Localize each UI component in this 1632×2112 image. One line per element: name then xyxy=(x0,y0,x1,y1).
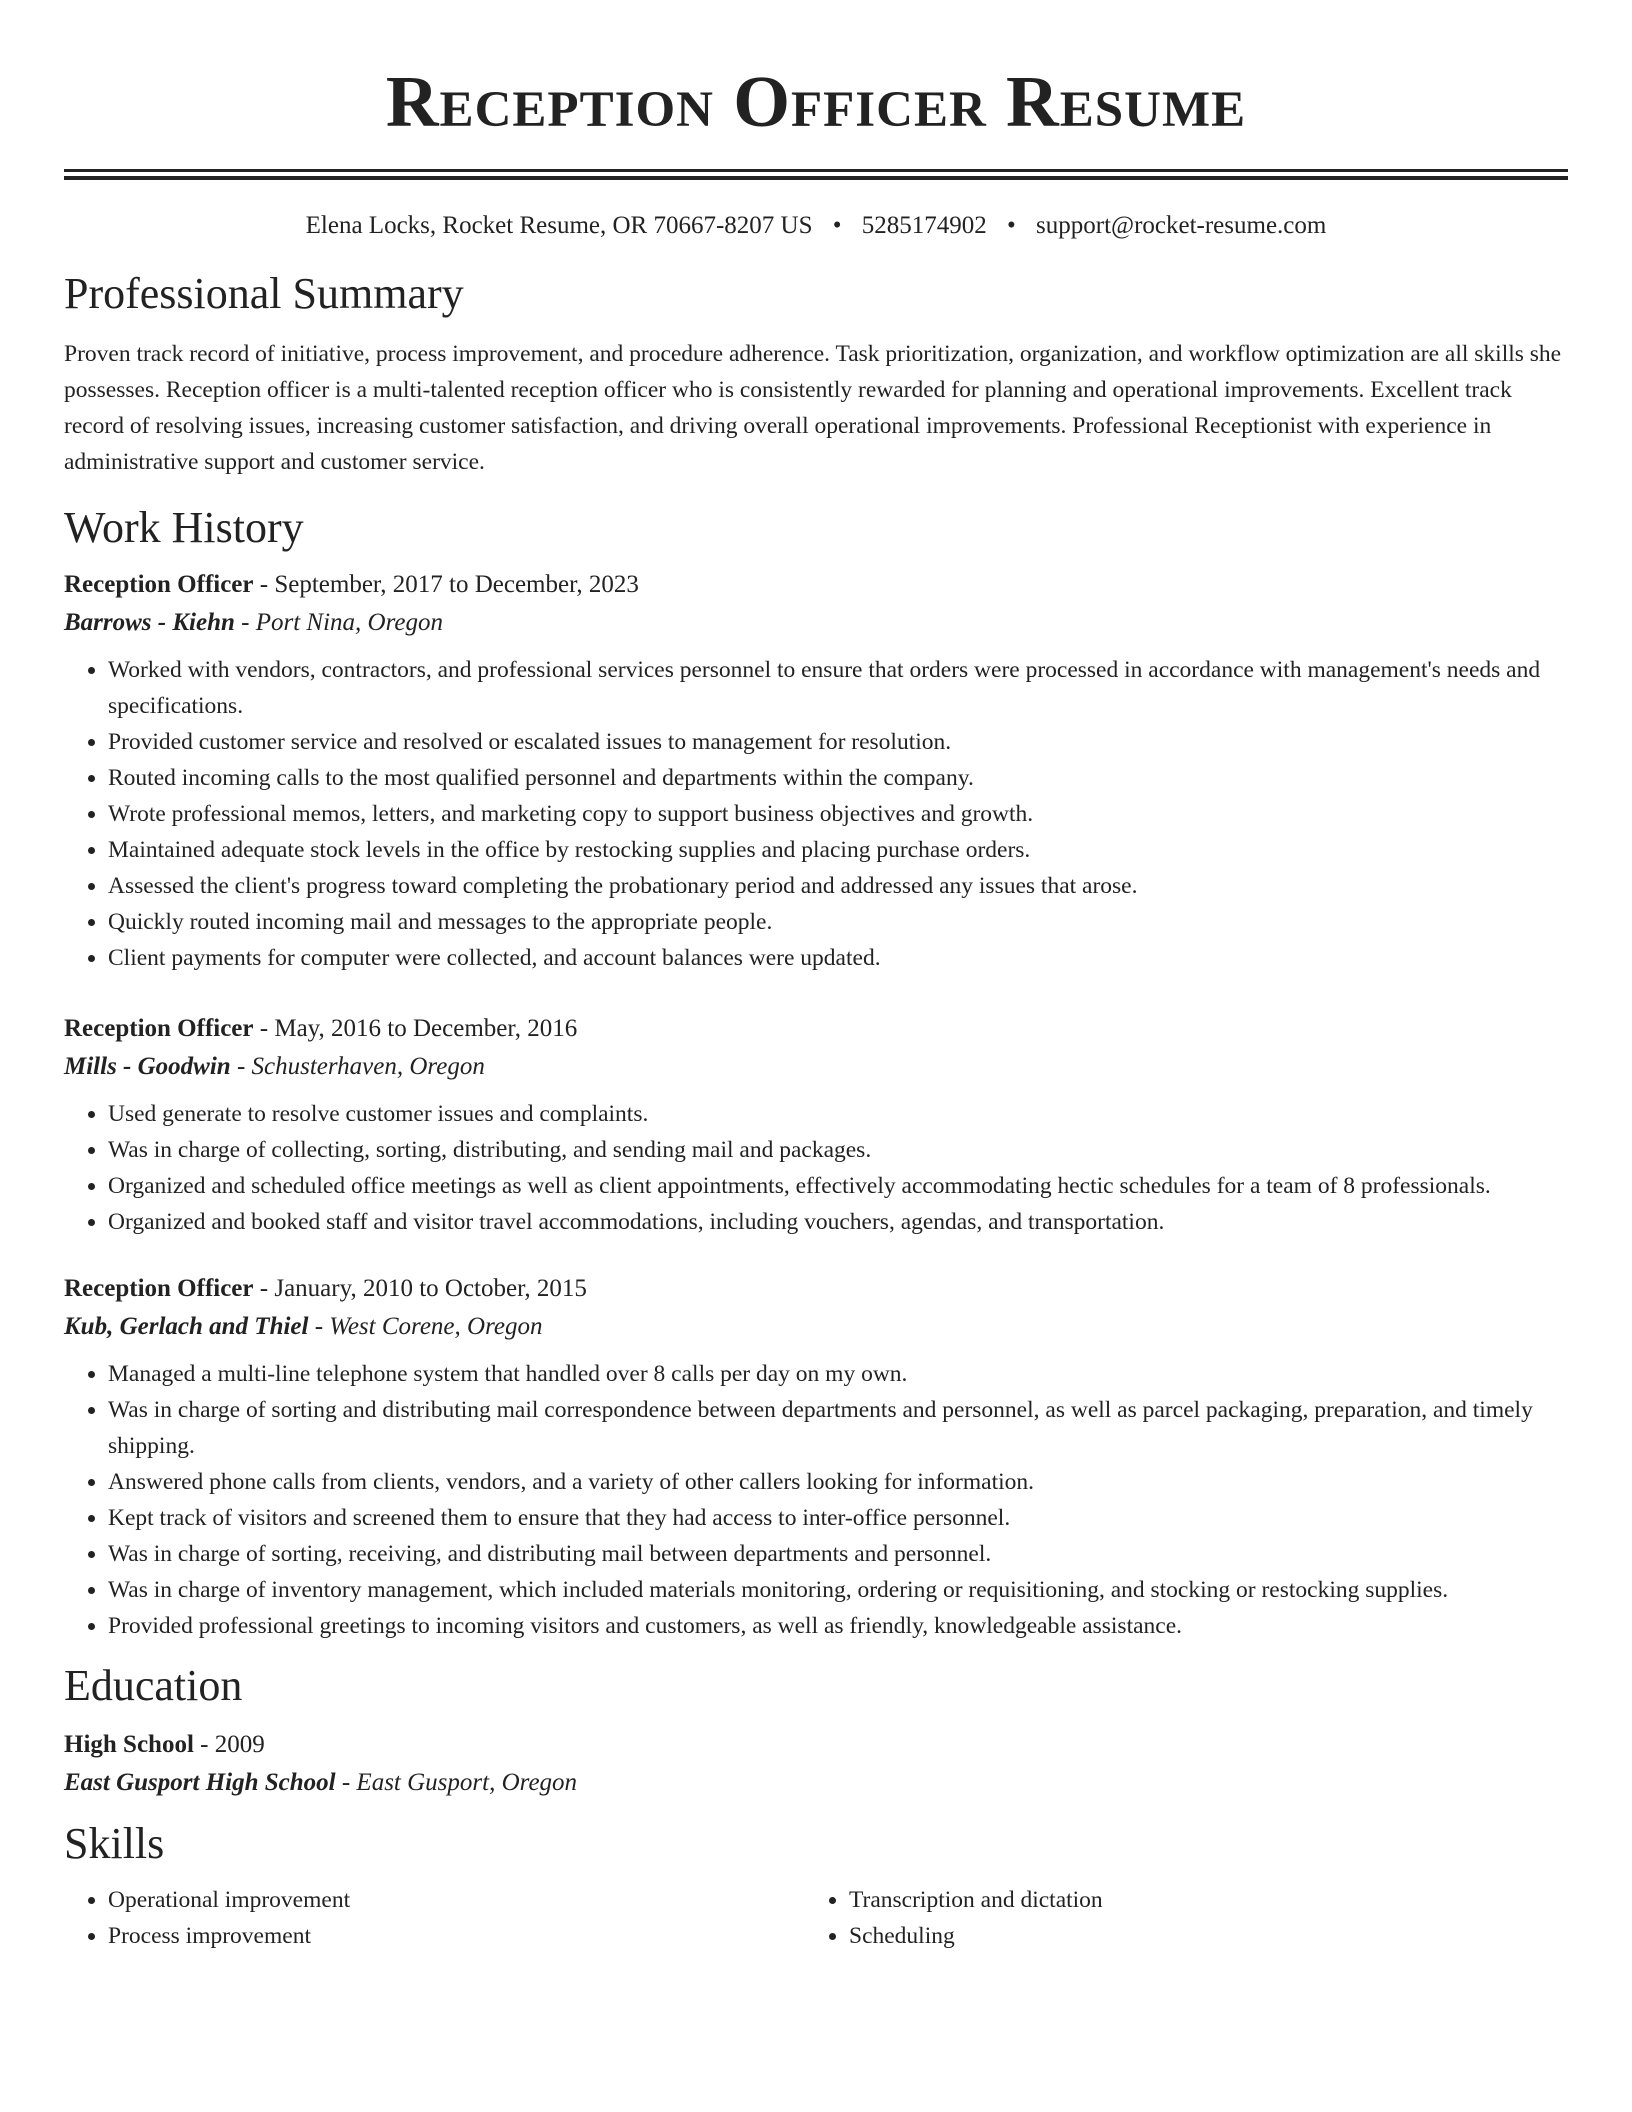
contact-line xyxy=(64,210,1568,242)
contact-address: Elena Locks, Rocket Resume, OR 70667-8207 US xyxy=(305,212,813,239)
education-degree-line xyxy=(64,1726,1568,1764)
job-duty: • Provided professional greetings to incoming visitors and customers, as well as friendly, knowledgeable assistance. xyxy=(108,1608,1568,1644)
skill-item: • Operational improvement xyxy=(108,1882,805,1918)
job-duty: • Organized and booked staff and visitor travel accommodations, including vouchers, agendas, and transportation. xyxy=(108,1204,1568,1240)
job-duty: • Routed incoming calls to the most qualified personnel and departments within the company. xyxy=(108,760,1568,796)
job-company: Barrows - Kiehn xyxy=(64,609,235,636)
skill-item: • Transcription and dictation xyxy=(849,1882,1546,1918)
job-duty: • Kept track of visitors and screened them to ensure that they had access to inter-office personnel. xyxy=(108,1500,1568,1536)
education-year: - 2009 xyxy=(193,1731,265,1758)
job-role: Reception Officer xyxy=(64,1015,254,1042)
job-location: - Port Nina, Oregon xyxy=(234,609,443,636)
resume-title: Reception Officer Resume xyxy=(385,61,1247,142)
job-heading xyxy=(64,566,1568,604)
education-school: East Gusport High School xyxy=(64,1769,336,1796)
job-duties-list xyxy=(64,1356,1568,1644)
job-heading xyxy=(64,1270,1568,1308)
job-duty: • Was in charge of sorting and distributing mail correspondence between departments and personnel, as well as parcel packaging, preparation, and timely shipping. xyxy=(108,1392,1568,1464)
contact-phone: 5285174902 xyxy=(861,212,987,239)
job-duty: • Provided customer service and resolved or escalated issues to management for resolution. xyxy=(108,724,1568,760)
job-duty: • Was in charge of sorting, receiving, and distributing mail between departments and personnel. xyxy=(108,1536,1568,1572)
education-degree: High School xyxy=(64,1731,194,1758)
job-duty: • Maintained adequate stock levels in the office by restocking supplies and placing purchase orders. xyxy=(108,832,1568,868)
job-heading xyxy=(64,1010,1568,1048)
contact-email: support@rocket-resume.com xyxy=(1036,212,1327,239)
job-role: Reception Officer xyxy=(64,571,254,598)
job-duty: • Organized and scheduled office meetings as well as client appointments, effectively accommodating hectic schedules for a team of 8 professionals. xyxy=(108,1168,1568,1204)
job-entry xyxy=(64,1010,1568,1240)
job-dates: - May, 2016 to December, 2016 xyxy=(253,1015,578,1042)
job-role: Reception Officer xyxy=(64,1275,254,1302)
contact-separator: • xyxy=(832,212,842,239)
job-employer xyxy=(64,1308,1568,1346)
job-duty: • Managed a multi-line telephone system that handled over 8 calls per day on my own. xyxy=(108,1356,1568,1392)
job-company: Kub, Gerlach and Thiel xyxy=(64,1313,309,1340)
job-dates: - January, 2010 to October, 2015 xyxy=(253,1275,587,1302)
job-employer xyxy=(64,604,1568,642)
job-duty: • Assessed the client's progress toward completing the probationary period and addressed any issues that arose. xyxy=(108,868,1568,904)
job-duty: • Wrote professional memos, letters, and marketing copy to support business objectives and growth. xyxy=(108,796,1568,832)
skills-column-right xyxy=(805,1882,1546,1954)
skill-item: • Process improvement xyxy=(108,1918,805,1954)
job-duties-list xyxy=(64,652,1568,976)
title-double-rule xyxy=(64,169,1568,180)
job-company: Mills - Goodwin xyxy=(64,1053,231,1080)
job-duty: • Quickly routed incoming mail and messages to the appropriate people. xyxy=(108,904,1568,940)
job-dates: - September, 2017 to December, 2023 xyxy=(253,571,639,598)
job-duties-list xyxy=(64,1096,1568,1240)
job-duty: • Was in charge of inventory management, which included materials monitoring, ordering or requisitioning, and stocking or restocking supplies. xyxy=(108,1572,1568,1608)
job-duty: • Answered phone calls from clients, vendors, and a variety of other callers looking for information. xyxy=(108,1464,1568,1500)
job-employer xyxy=(64,1048,1568,1086)
skill-item: • Scheduling xyxy=(849,1918,1546,1954)
job-duty: • Was in charge of collecting, sorting, distributing, and sending mail and packages. xyxy=(108,1132,1568,1168)
job-duty: • Worked with vendors, contractors, and professional services personnel to ensure that orders were processed in accordance with management's needs and specifications. xyxy=(108,652,1568,724)
education-location: - East Gusport, Oregon xyxy=(335,1769,578,1796)
job-location: - Schusterhaven, Oregon xyxy=(230,1053,485,1080)
work-history-heading: Work History xyxy=(64,503,304,552)
summary-text: Proven track record of initiative, process improvement, and procedure adherence. Task prioritization, organization, and workflow optimization are all skills she possesses. Reception officer is a multi-talented reception officer who is consistently rewarded for planning and operational improvements. Excellent track record of resolving issues, increasing customer satisfaction, and driving overall operational improvements. Professional Receptionist with experience in administrative support and customer service. xyxy=(64,341,1562,475)
skills-column-left xyxy=(64,1882,805,1954)
skills-heading: Skills xyxy=(64,1819,165,1868)
job-duty: • Used generate to resolve customer issues and complaints. xyxy=(108,1096,1568,1132)
education-entry xyxy=(64,1726,1568,1802)
job-entry xyxy=(64,566,1568,976)
job-entry xyxy=(64,1270,1568,1644)
summary-heading: Professional Summary xyxy=(64,269,464,318)
education-school-line xyxy=(64,1764,1568,1802)
job-duty: • Client payments for computer were collected, and account balances were updated. xyxy=(108,940,1568,976)
contact-separator: • xyxy=(1007,212,1016,239)
education-heading: Education xyxy=(64,1661,243,1710)
job-location: - West Corene, Oregon xyxy=(308,1313,543,1340)
skills-list xyxy=(64,1882,1568,1954)
